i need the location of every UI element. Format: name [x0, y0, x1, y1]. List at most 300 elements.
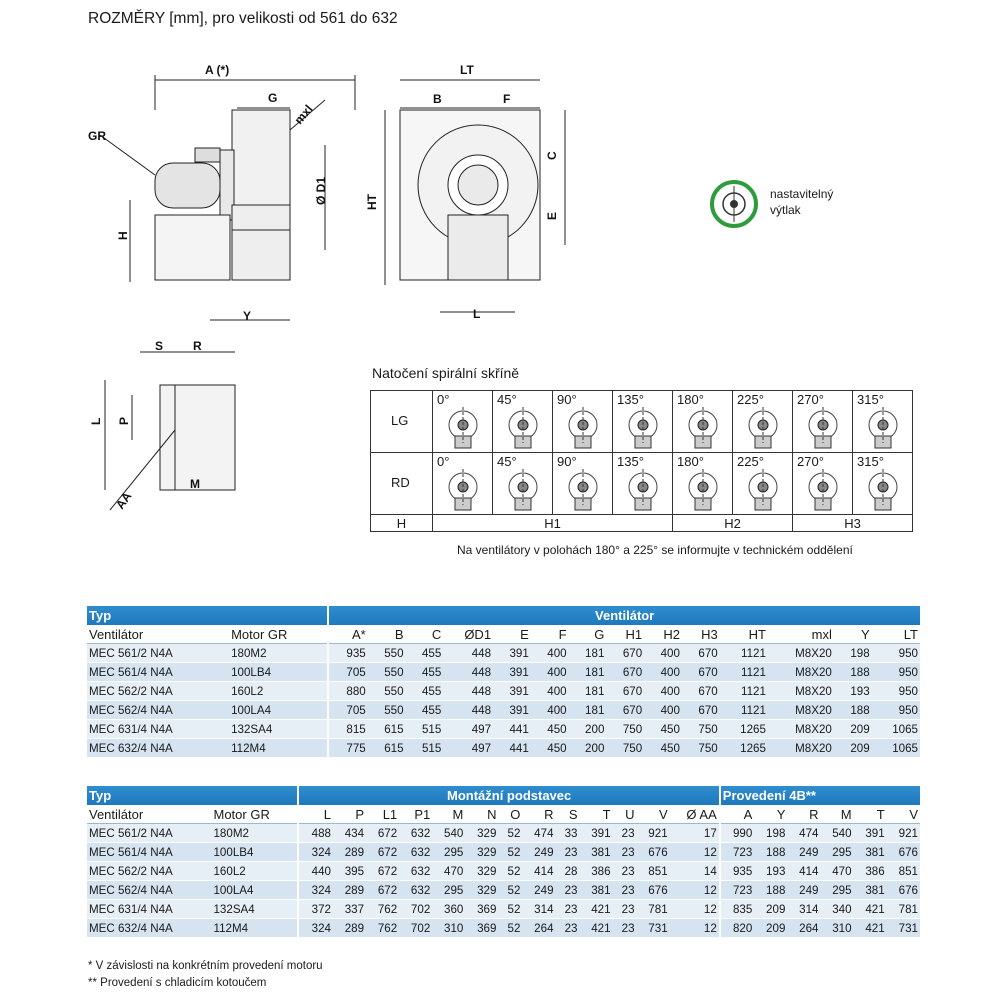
h-label: H	[371, 515, 433, 532]
table-cell: 950	[872, 644, 920, 663]
table-cell: 23	[613, 881, 637, 900]
table-cell: 851	[637, 862, 670, 881]
rotation-position-icon	[441, 465, 485, 513]
table-cell: 12	[670, 900, 720, 919]
table-cell: 1265	[720, 720, 768, 739]
column-header: R	[787, 805, 820, 824]
table-cell: 52	[498, 919, 522, 938]
table-cell: 360	[432, 900, 465, 919]
table-cell: 731	[637, 919, 670, 938]
table-cell: 14	[670, 862, 720, 881]
table-cell: M8X20	[768, 644, 834, 663]
table-row	[87, 900, 920, 919]
t2-4b-header: Provedení 4B**	[720, 786, 920, 805]
table-cell: 200	[569, 739, 607, 758]
table-cell: 100LB4	[229, 663, 328, 682]
table-row	[87, 824, 920, 843]
lg-cell	[371, 391, 433, 453]
rotation-position-icon	[501, 403, 545, 451]
table-cell: 672	[366, 862, 399, 881]
table-cell: 450	[644, 720, 682, 739]
table-cell: 391	[493, 701, 531, 720]
base-table	[87, 786, 920, 938]
table-cell: 295	[820, 843, 853, 862]
column-header: Ventilátor	[87, 805, 211, 824]
table-cell: 52	[498, 824, 522, 843]
dimensions-table	[87, 606, 920, 758]
table-cell: MEC 631/4 N4A	[87, 720, 229, 739]
table-cell: 1065	[872, 720, 920, 739]
table-cell: 381	[854, 881, 887, 900]
table-cell: 835	[720, 900, 755, 919]
column-header: H2	[644, 625, 682, 644]
t1-ventilator-header: Ventilátor	[328, 606, 920, 625]
table-cell: 52	[498, 862, 522, 881]
table-row	[87, 919, 920, 938]
dim-HT: HT	[365, 194, 379, 210]
table-cell: 180M2	[229, 644, 328, 663]
h1-group: H1	[433, 515, 673, 532]
table-cell: 474	[787, 824, 820, 843]
table-cell: 391	[493, 663, 531, 682]
table-cell: 670	[682, 644, 720, 663]
table-cell: 448	[443, 701, 493, 720]
table-cell: 193	[834, 682, 872, 701]
column-header: Y	[834, 625, 872, 644]
t1-type-header: Typ	[87, 606, 328, 625]
table-cell: 188	[754, 881, 787, 900]
column-header: HT	[720, 625, 768, 644]
table-cell: 670	[606, 644, 644, 663]
table-cell: 181	[569, 682, 607, 701]
table-cell: 310	[820, 919, 853, 938]
table-cell: 112M4	[229, 739, 328, 758]
table-cell: M8X20	[768, 739, 834, 758]
table-cell: 497	[443, 720, 493, 739]
column-header: T	[579, 805, 612, 824]
table-cell: 702	[399, 919, 432, 938]
column-header: Ø AA	[670, 805, 720, 824]
table-cell: 324	[298, 881, 333, 900]
table-cell: 310	[432, 919, 465, 938]
table-cell: 935	[720, 862, 755, 881]
column-header: G	[569, 625, 607, 644]
rd-cell	[371, 453, 433, 515]
table-cell: 264	[522, 919, 555, 938]
table-cell: 249	[787, 843, 820, 862]
table-cell: 52	[498, 881, 522, 900]
table-cell: 672	[366, 824, 399, 843]
table-cell: 450	[644, 739, 682, 758]
table-cell: 249	[522, 843, 555, 862]
rotation-position-icon	[561, 403, 605, 451]
table-cell: 540	[820, 824, 853, 843]
table-cell: 1121	[720, 663, 768, 682]
table-cell: 950	[872, 682, 920, 701]
table-cell: MEC 562/2 N4A	[87, 682, 229, 701]
table-cell: 249	[787, 881, 820, 900]
table-cell: 632	[399, 843, 432, 862]
table-cell: 676	[637, 843, 670, 862]
table-cell: 249	[522, 881, 555, 900]
table-cell: 209	[834, 739, 872, 758]
table-cell: 670	[606, 682, 644, 701]
column-header: A	[720, 805, 755, 824]
table-cell: 497	[443, 739, 493, 758]
table-cell: 391	[579, 824, 612, 843]
table-cell: 369	[465, 919, 498, 938]
table-cell: 289	[333, 881, 366, 900]
table-cell: 329	[465, 824, 498, 843]
table-cell: 209	[754, 919, 787, 938]
table-cell: 414	[522, 862, 555, 881]
table-cell: 329	[465, 881, 498, 900]
table-cell: 750	[682, 739, 720, 758]
table-cell: 400	[531, 644, 569, 663]
rotation-note: Na ventilátory v polohách 180° a 225° se informujte v technickém oddělení	[457, 543, 853, 557]
table-cell: 12	[670, 843, 720, 862]
table-cell: MEC 562/4 N4A	[87, 881, 211, 900]
table-cell: 209	[834, 720, 872, 739]
table-cell: 1121	[720, 701, 768, 720]
dim-R: R	[193, 339, 202, 353]
column-header: ØD1	[443, 625, 493, 644]
column-header: V	[637, 805, 670, 824]
table-cell: MEC 632/4 N4A	[87, 919, 211, 938]
table-cell: 181	[569, 701, 607, 720]
column-header: A*	[328, 625, 367, 644]
adjustable-outlet-icon	[708, 178, 760, 230]
table-cell: 421	[854, 919, 887, 938]
table-cell: 33	[556, 824, 580, 843]
table-cell: 52	[498, 843, 522, 862]
motor-body	[155, 163, 220, 208]
adjustable-outlet-label: nastavitelný výtlak	[770, 187, 834, 217]
table-cell: 100LB4	[211, 843, 298, 862]
table-cell: 23	[613, 824, 637, 843]
table-cell: 731	[887, 919, 920, 938]
dim-D1: Ø D1	[314, 176, 328, 205]
table-cell: 381	[579, 881, 612, 900]
column-header: mxl	[768, 625, 834, 644]
table-cell: 160L2	[229, 682, 328, 701]
table-cell: 181	[569, 663, 607, 682]
table-cell: 935	[328, 644, 367, 663]
dim-M: M	[190, 477, 200, 491]
table-cell: MEC 561/2 N4A	[87, 824, 211, 843]
table-cell: 324	[298, 919, 333, 938]
table-cell: 198	[754, 824, 787, 843]
table-cell: MEC 632/4 N4A	[87, 739, 229, 758]
table-cell: 188	[834, 663, 872, 682]
table-cell: 400	[531, 663, 569, 682]
rotation-position-icon	[561, 465, 605, 513]
table-row	[87, 682, 920, 701]
table-cell: 676	[637, 881, 670, 900]
table-cell: 450	[531, 739, 569, 758]
dim-B: B	[433, 92, 442, 106]
table-cell: 23	[613, 919, 637, 938]
table-cell: 100LA4	[229, 701, 328, 720]
table-cell: 455	[406, 682, 444, 701]
dim-G: G	[268, 91, 278, 105]
rotation-position-icon	[501, 465, 545, 513]
table-cell: 676	[887, 881, 920, 900]
table-cell: 990	[720, 824, 755, 843]
table-cell: 470	[820, 862, 853, 881]
rotation-position-icon	[681, 465, 725, 513]
table-row	[87, 739, 920, 758]
table-cell: 550	[368, 701, 406, 720]
table-cell: 340	[820, 900, 853, 919]
table-cell: 921	[887, 824, 920, 843]
table-cell: 550	[368, 644, 406, 663]
table-cell: 23	[613, 843, 637, 862]
dim-L-side: L	[89, 417, 103, 425]
table-cell: 1265	[720, 739, 768, 758]
table-cell: 160L2	[211, 862, 298, 881]
table-cell: 329	[465, 843, 498, 862]
column-header: H1	[606, 625, 644, 644]
table-cell: 781	[887, 900, 920, 919]
table-cell: 474	[522, 824, 555, 843]
table-cell: 950	[872, 701, 920, 720]
lg-label: LG	[391, 413, 409, 428]
rotation-position-icon	[621, 403, 665, 451]
table-cell: 289	[333, 843, 366, 862]
dim-LT: LT	[460, 63, 474, 77]
dim-H: H	[116, 231, 130, 240]
table-cell: 1121	[720, 644, 768, 663]
column-header: F	[531, 625, 569, 644]
table-cell: 400	[644, 682, 682, 701]
column-header: Ventilátor	[87, 625, 229, 644]
column-header: L1	[366, 805, 399, 824]
table-cell: M8X20	[768, 720, 834, 739]
table-cell: 750	[606, 720, 644, 739]
table-cell: 515	[406, 720, 444, 739]
table-cell: 455	[406, 663, 444, 682]
column-header: P	[333, 805, 366, 824]
table-cell: 440	[298, 862, 333, 881]
table-cell: 705	[328, 663, 367, 682]
table-cell: 750	[606, 739, 644, 758]
table-cell: 391	[493, 682, 531, 701]
table-cell: 295	[432, 843, 465, 862]
column-header: T	[854, 805, 887, 824]
table-cell: 670	[606, 701, 644, 720]
table-cell: 100LA4	[211, 881, 298, 900]
rotation-table: LG 0° 45° 90° 135° 180° 225° 270° 315° RD 0° 45° 90° 135° 180° 225° 270° 315° H H1 H2 H3	[370, 390, 913, 532]
table-cell: 632	[399, 862, 432, 881]
table-cell: 52	[498, 900, 522, 919]
table-cell: 723	[720, 881, 755, 900]
table-cell: 455	[406, 701, 444, 720]
dim-E: E	[545, 211, 559, 220]
table-cell: 188	[754, 843, 787, 862]
table-cell: 12	[670, 919, 720, 938]
table-cell: 441	[493, 739, 531, 758]
table-cell: 676	[887, 843, 920, 862]
table-cell: 295	[820, 881, 853, 900]
table-cell: MEC 562/4 N4A	[87, 701, 229, 720]
table-row	[87, 701, 920, 720]
table-cell: 921	[637, 824, 670, 843]
table-cell: 400	[531, 701, 569, 720]
t2-base-header: Montážní podstavec	[298, 786, 719, 805]
column-header: L	[298, 805, 333, 824]
table-cell: MEC 561/4 N4A	[87, 843, 211, 862]
table-cell: 672	[366, 843, 399, 862]
table-cell: 386	[854, 862, 887, 881]
table-cell: 324	[298, 843, 333, 862]
column-header: V	[887, 805, 920, 824]
rotation-position-icon	[741, 465, 785, 513]
dim-P: P	[117, 416, 131, 425]
table-cell: 414	[787, 862, 820, 881]
table-cell: 441	[493, 720, 531, 739]
table-cell: 775	[328, 739, 367, 758]
table-cell: 381	[854, 843, 887, 862]
table-cell: 750	[682, 720, 720, 739]
table-cell: M8X20	[768, 682, 834, 701]
table-cell: 314	[787, 900, 820, 919]
table-cell: MEC 562/2 N4A	[87, 862, 211, 881]
table-cell: 23	[556, 881, 580, 900]
table-row	[87, 720, 920, 739]
table-cell: 23	[613, 900, 637, 919]
rd-label: RD	[391, 475, 410, 490]
table-cell: 421	[579, 900, 612, 919]
table-cell: 23	[556, 919, 580, 938]
table-cell: 781	[637, 900, 670, 919]
table-cell: 180M2	[211, 824, 298, 843]
column-header: N	[465, 805, 498, 824]
table-cell: 705	[328, 701, 367, 720]
table-cell: 23	[556, 900, 580, 919]
dim-mxl: mxl	[291, 102, 316, 127]
table-cell: 391	[493, 644, 531, 663]
table-cell: 515	[406, 739, 444, 758]
rotation-title: Natočení spirální skříně	[372, 365, 520, 381]
rotation-position-icon	[861, 465, 905, 513]
table-cell: 723	[720, 843, 755, 862]
table-cell: 264	[787, 919, 820, 938]
table-cell: 421	[579, 919, 612, 938]
table-cell: 329	[465, 862, 498, 881]
table-cell: 372	[298, 900, 333, 919]
rotation-position-icon	[801, 465, 845, 513]
rotation-position-icon	[741, 403, 785, 451]
table-cell: 209	[754, 900, 787, 919]
table-cell: 632	[399, 881, 432, 900]
dim-F: F	[503, 92, 511, 106]
column-header: Motor GR	[229, 625, 328, 644]
table-cell: 395	[333, 862, 366, 881]
rotation-position-icon	[801, 403, 845, 451]
dim-GR: GR	[88, 129, 106, 143]
column-header: B	[368, 625, 406, 644]
footnote-1: * V závislosti na konkrétním provedení motoru	[88, 960, 323, 972]
table-cell: 448	[443, 663, 493, 682]
dim-AA: AA	[112, 489, 135, 512]
column-header: Y	[754, 805, 787, 824]
table-cell: 23	[556, 843, 580, 862]
h2-group: H2	[673, 515, 793, 532]
table-cell: 421	[854, 900, 887, 919]
table-cell: 762	[366, 919, 399, 938]
table-cell: 23	[613, 862, 637, 881]
column-header: S	[556, 805, 580, 824]
table-cell: 670	[606, 663, 644, 682]
table-cell: 400	[644, 701, 682, 720]
table-cell: 400	[531, 682, 569, 701]
table-cell: 702	[399, 900, 432, 919]
table-cell: 851	[887, 862, 920, 881]
footnote-2: ** Provedení s chladicím kotoučem	[88, 977, 267, 989]
column-header: U	[613, 805, 637, 824]
table-cell: 880	[328, 682, 367, 701]
table-cell: 670	[682, 663, 720, 682]
table-cell: 188	[834, 701, 872, 720]
table-cell: 386	[579, 862, 612, 881]
table-cell: 670	[682, 701, 720, 720]
table-row	[87, 644, 920, 663]
table-cell: M8X20	[768, 701, 834, 720]
table-cell: MEC 631/4 N4A	[87, 900, 211, 919]
table-cell: 1121	[720, 682, 768, 701]
table-cell: MEC 561/2 N4A	[87, 644, 229, 663]
column-header: R	[522, 805, 555, 824]
table-cell: 369	[465, 900, 498, 919]
table-cell: 17	[670, 824, 720, 843]
column-header: Motor GR	[211, 805, 298, 824]
column-header: E	[493, 625, 531, 644]
table-cell: 550	[368, 682, 406, 701]
t2-type-header: Typ	[87, 786, 298, 805]
table-cell: 820	[720, 919, 755, 938]
table-cell: 381	[579, 843, 612, 862]
h3-group: H3	[793, 515, 913, 532]
column-header: M	[432, 805, 465, 824]
rotation-position-icon	[681, 403, 725, 451]
rotation-position-icon	[861, 403, 905, 451]
table-cell: 198	[834, 644, 872, 663]
dim-S: S	[155, 339, 164, 353]
table-cell: 434	[333, 824, 366, 843]
table-row	[87, 862, 920, 881]
dim-L: L	[473, 307, 481, 321]
table-cell: 295	[432, 881, 465, 900]
table-row	[87, 663, 920, 682]
table-cell: 112M4	[211, 919, 298, 938]
column-header: C	[406, 625, 444, 644]
table-cell: 132SA4	[211, 900, 298, 919]
table-cell: 550	[368, 663, 406, 682]
table-cell: 28	[556, 862, 580, 881]
table-cell: 391	[854, 824, 887, 843]
table-cell: 132SA4	[229, 720, 328, 739]
rotation-position-icon	[621, 465, 665, 513]
table-cell: 314	[522, 900, 555, 919]
dim-Y: Y	[243, 309, 252, 323]
table-cell: 488	[298, 824, 333, 843]
table-cell: 455	[406, 644, 444, 663]
rotation-position-icon	[441, 403, 485, 451]
table-cell: 815	[328, 720, 367, 739]
table-cell: 762	[366, 900, 399, 919]
table-cell: 400	[644, 644, 682, 663]
